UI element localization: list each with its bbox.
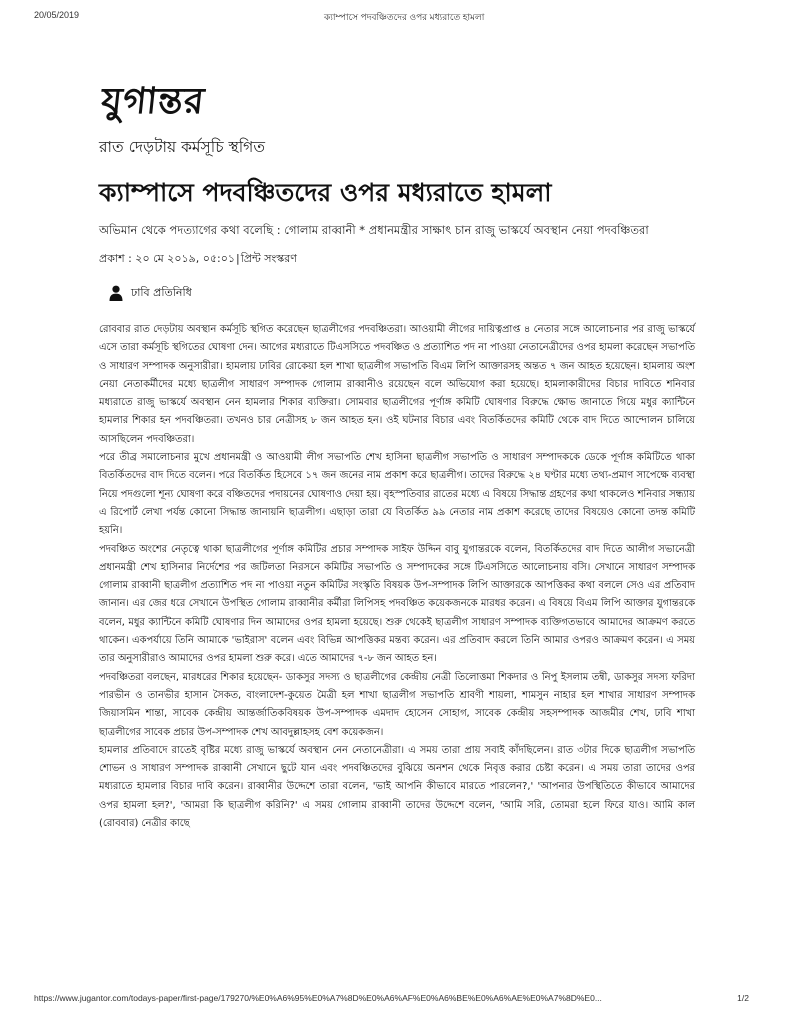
article-body [99,321,695,833]
byline-author: ঢাবি প্রতিনিধি [131,286,192,299]
print-header [34,10,757,24]
print-page-title: ক্যাম্পাসে পদবঞ্চিতদের ওপর মধ্যরাতে হামলা [324,12,485,22]
print-date: 20/05/2019 [34,10,80,20]
person-icon [109,285,123,301]
article-headline: ক্যাম্পাসে পদবঞ্চিতদের ওপর মধ্যরাতে হামলা [99,178,552,207]
jugantor-logo[interactable]: যুগান্তর [99,80,208,122]
published-date: প্রকাশ : ২০ মে ২০১৯, ০৫:০১ [99,252,236,265]
article-paragraph: পদবঞ্চিত অংশের নেতৃত্বে থাকা ছাত্রলীগের পূর্ণাঙ্গ কমিটির প্রচার সম্পাদক সাইফ উদ্দিন বাবু যুগান্তরকে বলেন, বিতর্কিতদের বাদ দিতে আলীগ সভানেত্রী প্রধানমন্ত্রী শেখ হাসিনার নির্দেশের পর জটিলতা নিরসনে কমিটির সভাপতি ও সম্পাদকের সঙ্গে টিএসসিতে আলোচনায় বসি। সেখানে সাধারণ সম্পাদক গোলাম রাব্বানী ছাত্রলীগ প্রত্যাশিত পদ না পাওয়া নতুন কমিটির সংস্কৃতি বিষয়ক উপ-সম্পাদক লিপি আক্তারকে আপত্তিকর কথা বললে সেও এর প্রতিবাদ জানান। এর জের ধরে সেখানে উপস্থিত গোলাম রাব্বানীর কর্মীরা লিপিসহ পদবঞ্চিত কয়েকজনকে মারধর করেন। এ বিষয়ে বিএম লিপি আক্তার যুগান্তরকে বলেন, মধুর ক্যান্টিনে কমিটি ঘোষণার দিন আমাদের ওপর হামলা হয়েছে। শুরু থেকেই ছাত্রলীগ সাধারণ সম্পাদক ব্যক্তিগতভাবে আমাদের আক্রমণ করতে থাকেন। একপর্যায়ে তিনি আমাকে 'ভাইরাস' বলেন এবং বিভিন্ন আপত্তিকর মন্তব্য করেন। এর প্রতিবাদ করলে তিনি আমার ওপরও আক্রমণ করেন। এ সময় তার অনুসারীরাও আমাদের ওপর হামলা শুরু করে। এতে আমাদের ৭-৮ জন আহত হন। [99,543,695,665]
print-edition-link[interactable]: প্রিন্ট সংস্করণ [240,252,297,265]
publish-meta [99,250,695,268]
article-paragraph: হামলার প্রতিবাদে রাতেই বৃষ্টির মধ্যে রাজু ভাস্কর্যে অবস্থান নেন নেতানেত্রীরা। এ সময় তারা প্রায় সবাই কাঁদছিলেন। রাত ৩টার দিকে ছাত্রলীগ সভাপতি শোভন ও সাধারণ সম্পাদক রাব্বানী সেখানে ছুটে যান এবং পদবঞ্চিতদের বুঝিয়ে অনশন থেকে নিবৃত্ত করার চেষ্টা করেন। এ সময় তারা তাদের ওপর মধ্যরাতে হামলার বিচার দাবি করেন। রাব্বানীর উদ্দেশে তারা বলেন, 'ভাই আপনি কীভাবে মারতে পারলেন?,' 'আপনার উপস্থিতিতে কীভাবে আমাদের ওপর হামলা হল?', 'আমরা কি ছাত্রলীগ করিনি?' এ সময় গোলাম রাব্বানী তাদের উদ্দেশে বলেন, 'আমি সরি, তোমরা হলে ফিরে যাও। আমি কাল (রোববার) নেত্রীর কাছে [99,744,695,830]
article-paragraph: পরে তীব্র সমালোচনার মুখে প্রধানমন্ত্রী ও আওয়ামী লীগ সভাপতি শেখ হাসিনা ছাত্রলীগ সভাপতি ও সাধারণ সম্পাদককে ডেকে পূর্ণাঙ্গ কমিটিতে থাকা বিতর্কিতদের বাদ দিতে বলেন। পরে বিতর্কিত হিসেবে ১৭ জন জনের নাম প্রকাশ করে ছাত্রলীগ। তাদের বিরুদ্ধে ২৪ ঘণ্টার মধ্যে তথ্য-প্রমাণ সাপেক্ষে ব্যবস্থা নিয়ে পদগুলো শূন্য ঘোষণা করে বঞ্চিতদের পদায়নের ঘোষণাও দেয়া হয়। বৃহস্পতিবার রাতের মধ্যে এ বিষয়ে সিদ্ধান্ত গ্রহণের কথা থাকলেও শনিবার সন্ধ্যায় এ রিপোর্ট লেখা পর্যন্ত কোনো সিদ্ধান্ত জানায়নি ছাত্রলীগ। এছাড়া তারা যে বিতর্কিত ৯৯ নেতার নাম প্রকাশ করেছে তাদের বিষয়েও কোনো তদন্ত কমিটি হয়নি। [99,452,695,537]
byline [109,284,695,302]
meta-separator: | [236,252,240,265]
print-footer [34,993,757,1007]
article-paragraph: রোববার রাত দেড়টায় অবস্থান কর্মসূচি স্থগিত করেছেন ছাত্রলীগের পদবঞ্চিতরা। আওয়ামী লীগের দায়িত্বপ্রাপ্ত ৪ নেতার সঙ্গে আলোচনার পর রাজু ভাস্কর্যে এসে তারা কর্মসূচি স্থগিতের ঘোষণা দেন। আগের মধ্যরাতে টিএসসিতে পদবঞ্চিত ও প্রত্যাশিত পদ না পাওয়া নেতানেত্রীদের ওপর হামলা করেছেন সভাপতি ও সাধারণ সম্পাদক অনুসারীরা। হামলায় ঢাবির রোকেয়া হল শাখা ছাত্রলীগ সভাপতি বিএম লিপি আক্তারসহ অন্তত ৭ জন আহত হয়েছেন। হামলায় অংশ নেয়া নেতাকর্মীদের মধ্যে ছাত্রলীগ সাধারণ সম্পাদক গোলাম রাব্বানীও রয়েছেন বলে অভিযোগ করা হয়েছে। হামলাকারীদের বিচার দাবিতে শনিবার মধ্যরাতে রাজু ভাস্কর্যে অবস্থান নেন হামলার শিকার ব্যক্তিরা। সোমবার ছাত্রলীগের পূর্ণাঙ্গ কমিটি ঘোষণার বিরুদ্ধে ক্ষোভ জানাতে গিয়ে মধুর ক্যান্টিনে হামলার শিকার হন পদবঞ্চিতরা। তখনও চার নেত্রীসহ ৮ জন আহত হন। ওই ঘটনার বিচার এবং বিতর্কিতদের কমিটি থেকে বাদ দিতে আন্দোলন চালিয়ে আসছিলেন পদবঞ্চিতরা। [99,324,695,445]
article-shoulder: রাত দেড়টায় কর্মসূচি স্থগিত [99,138,265,156]
print-url[interactable]: https://www.jugantor.com/todays-paper/first-page/179270/%E0%A6%95%E0%A7%8D%E0%A6%AF%E0%A6%BE%E0%A6%AE%E0%A7%8D%E0... [34,993,602,1003]
article-subheadline: অভিমান থেকে পদত্যাগের কথা বলেছি : গোলাম রাব্বানী * প্রধানমন্ত্রীর সাক্ষাৎ চান রাজু ভাস্কর্যে অবস্থান নেয়া পদবঞ্চিতরা [99,223,649,237]
print-page-number: 1/2 [737,993,749,1003]
article-content [99,80,695,833]
article-paragraph: পদবঞ্চিতরা বলছেন, মারধরের শিকার হয়েছেন- ডাকসুর সদস্য ও ছাত্রলীগের কেন্দ্রীয় নেত্রী তিলোত্তমা শিকদার ও নিপু ইসলাম তন্বী, ডাকসুর সদস্য ফরিদা পারভীন ও তানভীর হাসান সৈকত, বাংলাদেশ-কুয়েত মৈত্রী হল শাখা ছাত্রলীগ সভাপতি শ্রাবণী শায়লা, শামসুন নাহার হল শাখার সাধারণ সম্পাদক জিয়াসমিন শান্তা, সাবেক কেন্দ্রীয় আন্তর্জাতিকবিষয়ক উপ-সম্পাদক এমদাদ হোসেন সোহাগ, সাবেক কেন্দ্রীয় সহসম্পাদক আজমীর শেখ, ঢাবি শাখা ছাত্রলীগের সাবেক প্রচার উপ-সম্পাদক শেখ আবদুল্লাহসহ বেশ কয়েকজন। [99,671,695,738]
